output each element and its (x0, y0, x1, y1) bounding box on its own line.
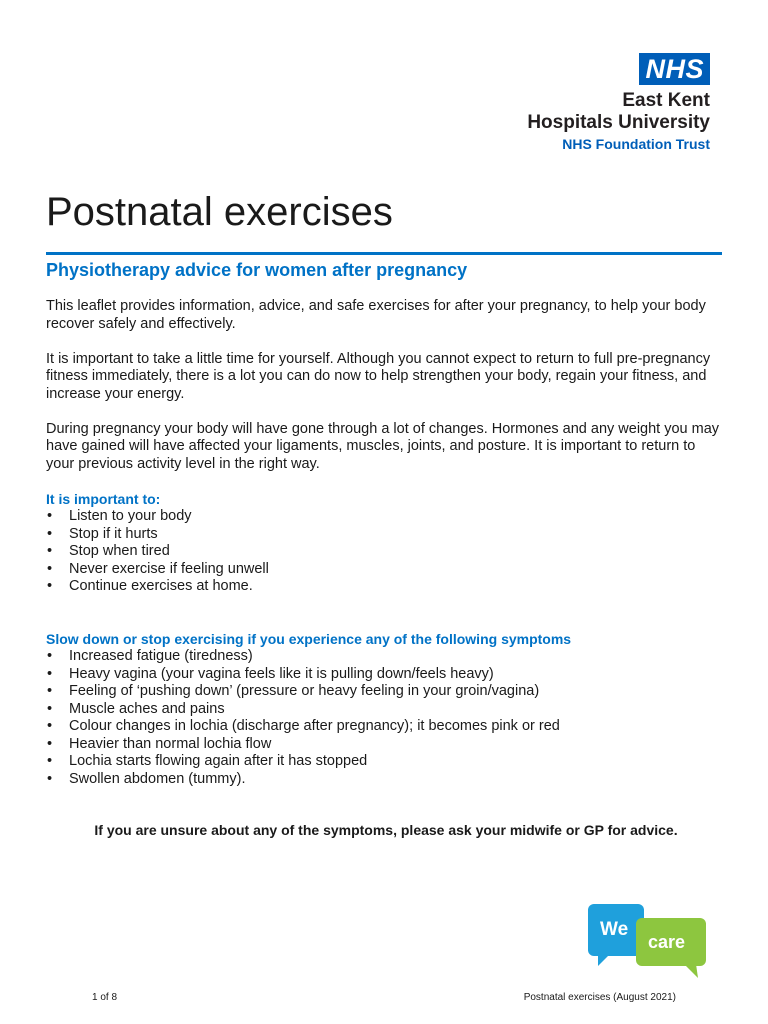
list-item: • Increased fatigue (tiredness) (46, 648, 726, 666)
footer-document-title: Postnatal exercises (August 2021) (523, 992, 676, 1003)
important-heading: It is important to: (46, 490, 161, 507)
page-number: 1 of 8 (92, 992, 118, 1003)
spacer (46, 788, 726, 822)
list-item: • Never exercise if feeling unwell (46, 561, 726, 579)
spacer (46, 596, 726, 631)
page-title: Postnatal exercises (46, 190, 393, 234)
symptoms-heading: Slow down or stop exercising if you experience any of the following symptoms (46, 630, 572, 647)
title-divider (46, 252, 722, 255)
care-label: care (648, 932, 686, 952)
intro-paragraph: This leaflet provides information, advice, and safe exercises for after your pregnancy, to help your body recover safely and effectively. (46, 298, 706, 332)
changes-paragraph: During pregnancy your body will have gone through a lot of changes. Hormones and any weight you may have gained will have affected your ligaments, muscles, joints, and posture. It is important to return to your previous activity level in the right way. (46, 420, 720, 472)
trust-name-line1: East Kent (622, 90, 710, 111)
self-care-paragraph: It is important to take a little time for yourself. Although you cannot expect to return to full pre-pregnancy fitness immediately, there is a lot you can do now to help strengthen your body, regain your fitness, and increase your energy. (46, 350, 711, 402)
list-item: • Lochia starts flowing again after it has stopped (46, 753, 726, 771)
nhs-logo-box: NHS (639, 53, 710, 85)
trust-name-line2: Hospitals University (527, 112, 710, 133)
list-item: • Muscle aches and pains (46, 701, 726, 719)
we-bubble-tail (598, 954, 610, 966)
symptoms-list (46, 648, 726, 788)
nhs-trust-logo (527, 53, 710, 153)
advice-note: If you are unsure about any of the symptoms, please ask your midwife or GP for advice. (94, 822, 678, 838)
list-item: • Feeling of ‘pushing down’ (pressure or heavy feeling in your groin/vagina) (46, 683, 726, 701)
page-subtitle: Physiotherapy advice for women after pregnancy (46, 260, 468, 280)
list-item: • Swollen abdomen (tummy). (46, 771, 726, 789)
list-item: • Stop when tired (46, 543, 726, 561)
document-body (46, 298, 726, 840)
trust-name-line3: NHS Foundation Trust (562, 136, 710, 152)
we-label: We (600, 919, 629, 940)
list-item: • Heavier than normal lochia flow (46, 736, 726, 754)
we-care-badge (588, 904, 708, 984)
list-item: • Colour changes in lochia (discharge after pregnancy); it becomes pink or red (46, 718, 726, 736)
list-item: • Heavy vagina (your vagina feels like it is pulling down/feels heavy) (46, 666, 726, 684)
list-item: • Listen to your body (46, 508, 726, 526)
care-bubble-tail (684, 964, 698, 978)
list-item: • Continue exercises at home. (46, 578, 726, 596)
important-list (46, 508, 726, 596)
list-item: • Stop if it hurts (46, 526, 726, 544)
